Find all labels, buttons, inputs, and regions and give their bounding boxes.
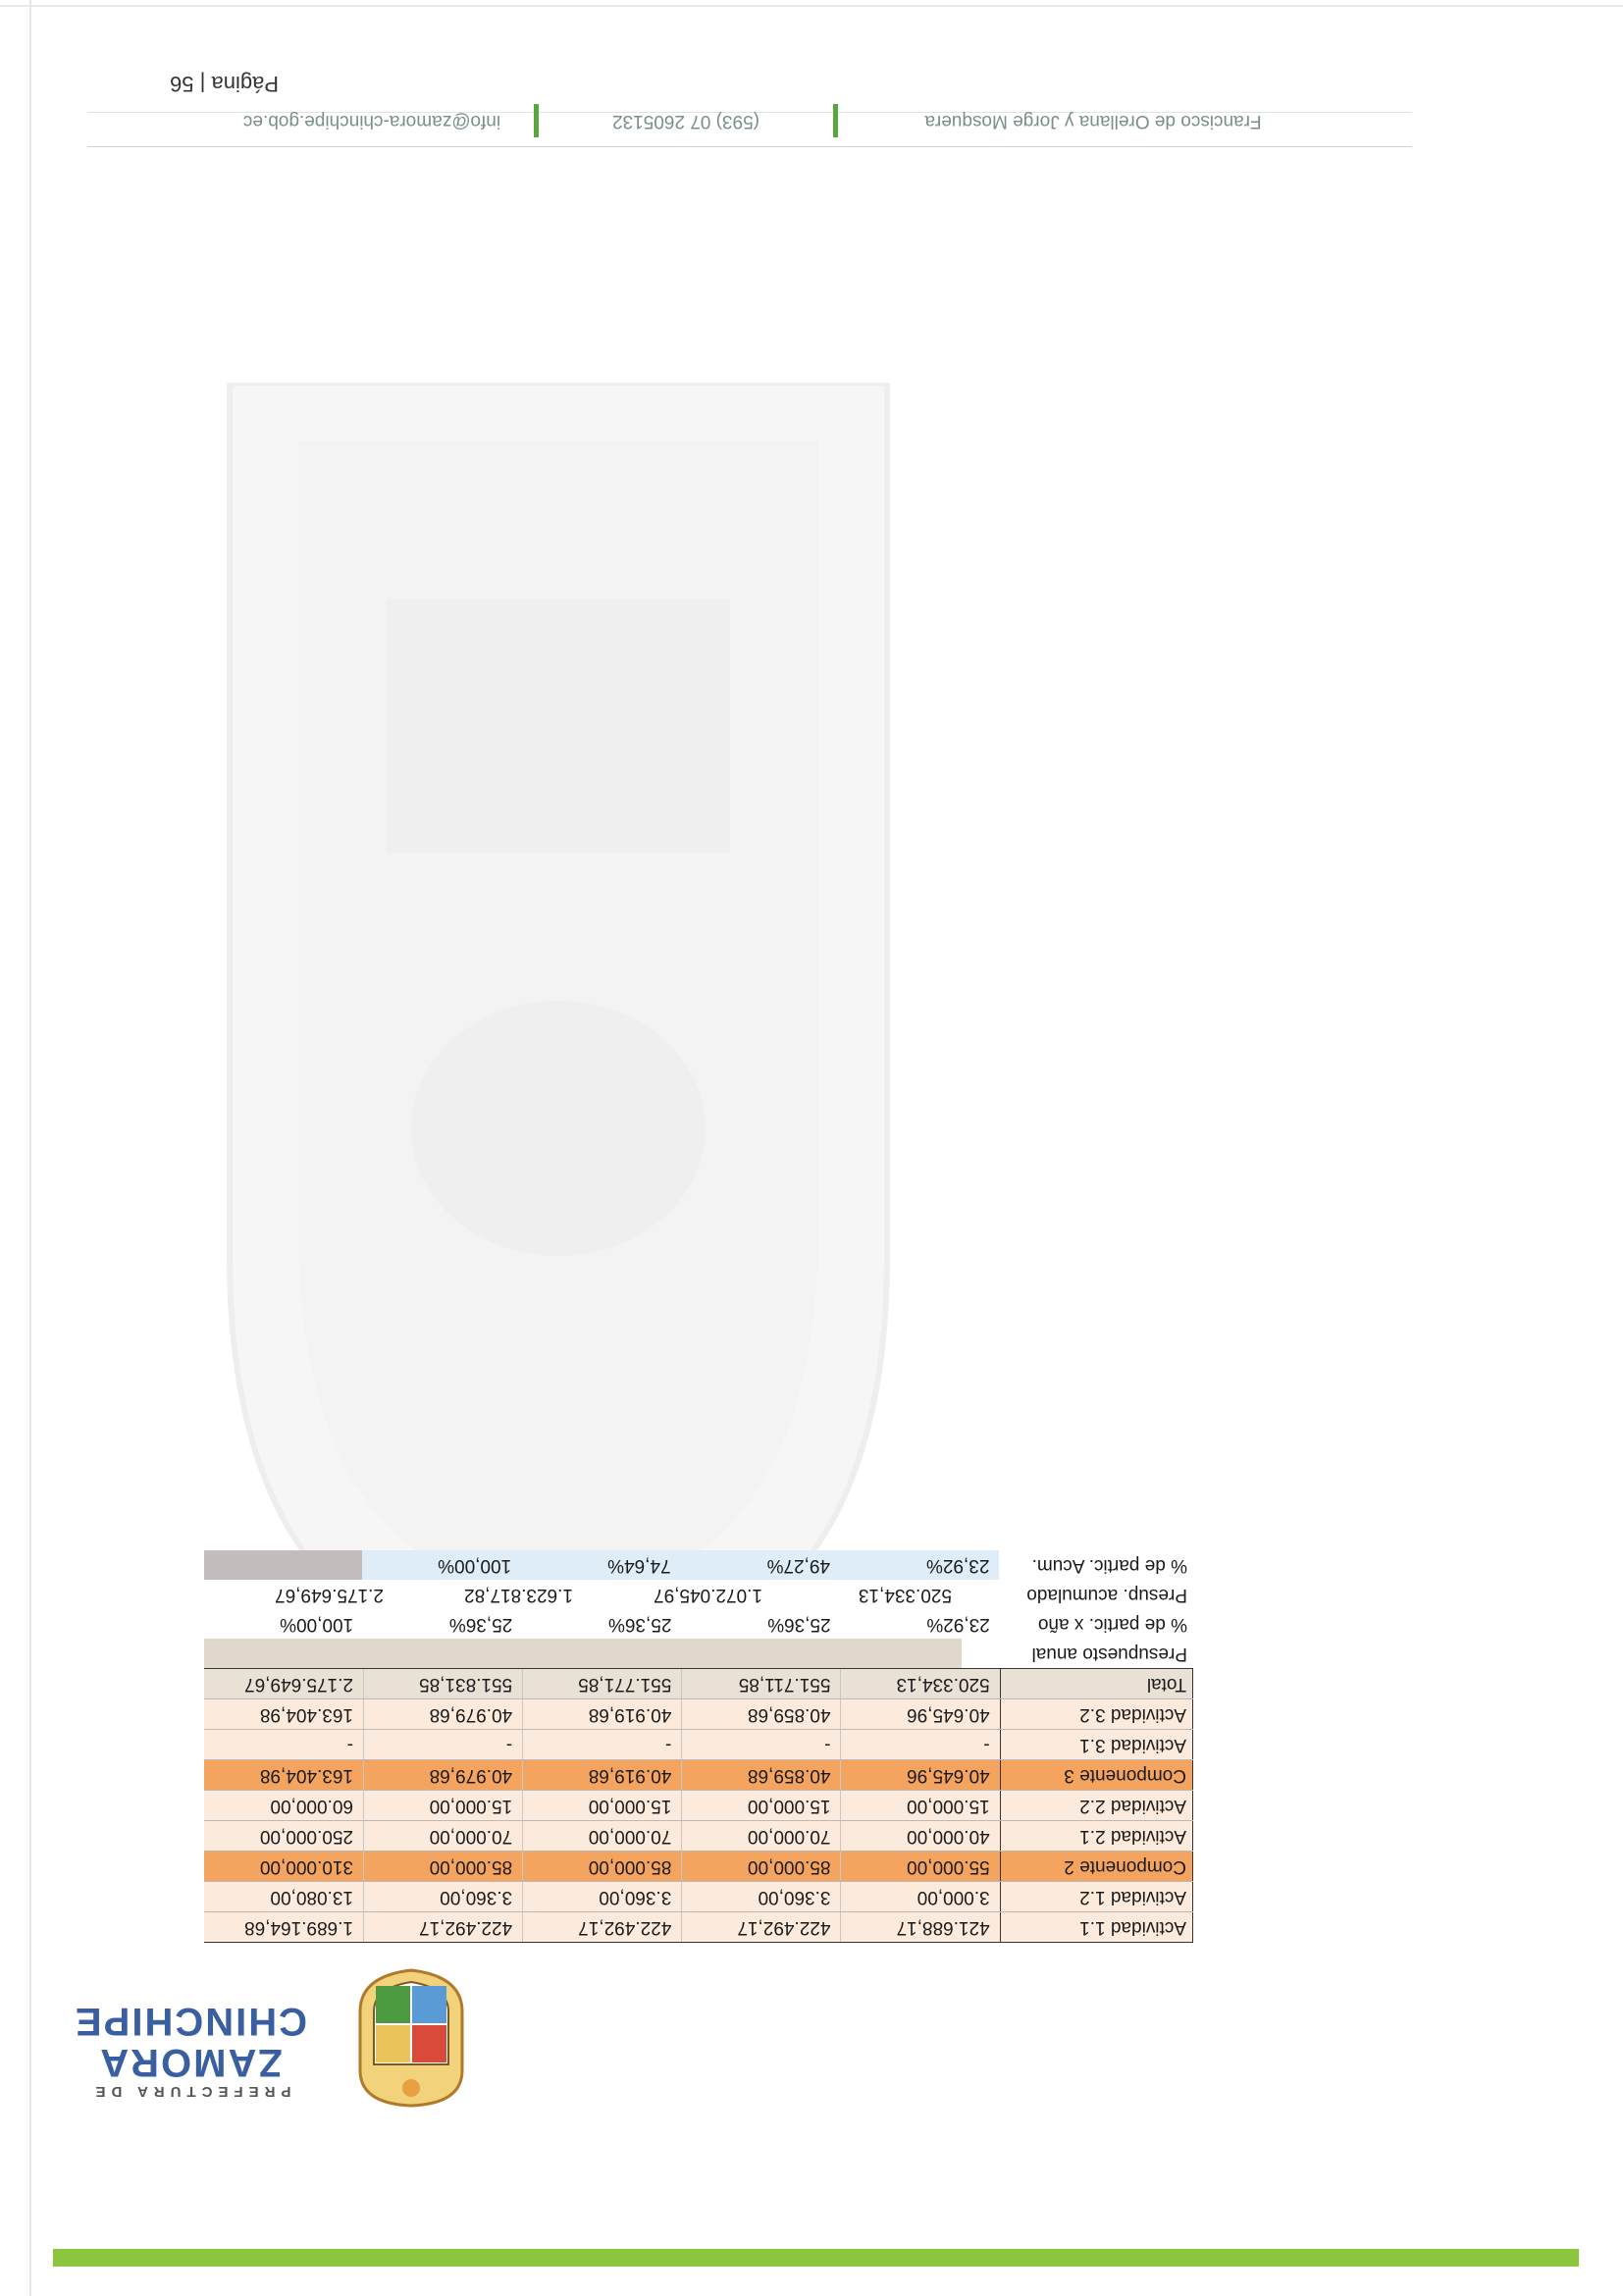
pct-anio-cell: 25,36% bbox=[608, 1614, 672, 1635]
table-cell: 2.175.649,67 bbox=[244, 1674, 354, 1695]
presup-acumulado-cell: 520.334,13 bbox=[858, 1585, 952, 1605]
table-cell: 3.360,00 bbox=[522, 1882, 681, 1911]
table-row bbox=[204, 1881, 1193, 1911]
row-label: Actividad 3.1 bbox=[1000, 1730, 1193, 1759]
row-label: Actividad 3.2 bbox=[1000, 1699, 1193, 1729]
table-row bbox=[204, 1698, 1193, 1729]
footer-separator bbox=[833, 104, 838, 137]
row-label: Actividad 2.2 bbox=[1000, 1791, 1193, 1820]
row-label: Total bbox=[1000, 1669, 1193, 1698]
pct-acum-cell: 74,64% bbox=[521, 1550, 680, 1580]
table-cell: 422.492,17 bbox=[363, 1912, 522, 1942]
row-label: Actividad 2.1 bbox=[1000, 1821, 1193, 1851]
footer-address: Francisco de Orellana y Jorge Mosquera bbox=[924, 111, 1262, 131]
table-row bbox=[204, 1759, 1193, 1790]
table-cell: 163.404,98 bbox=[259, 1765, 354, 1786]
table-cell: 40.979,68 bbox=[363, 1760, 522, 1790]
table-cell: 163.404,98 bbox=[259, 1704, 354, 1725]
footer-separator bbox=[534, 104, 539, 137]
table-cell: 55.000,00 bbox=[840, 1852, 999, 1881]
page-number: Página | 56 bbox=[170, 72, 279, 96]
presupuesto-anual-row bbox=[204, 1639, 1193, 1668]
table-row bbox=[204, 1820, 1193, 1851]
table-cell: 15.000,00 bbox=[840, 1791, 999, 1820]
presup-acumulado-cell: 1.072.045,97 bbox=[654, 1585, 762, 1605]
logo-line-1: ZAMORA bbox=[98, 2041, 283, 2084]
table-row bbox=[204, 1729, 1193, 1759]
footer-phone: (593) 07 2605132 bbox=[612, 111, 760, 131]
scan-edge bbox=[29, 0, 31, 2296]
table-cell: 13.080,00 bbox=[270, 1887, 354, 1907]
row-label: Actividad 1.1 bbox=[1000, 1912, 1193, 1942]
table-cell: 3.360,00 bbox=[363, 1882, 522, 1911]
table-cell: - bbox=[363, 1730, 522, 1759]
pct-acum-cell: 100,00% bbox=[362, 1550, 521, 1580]
pct-anio-cell: 100,00% bbox=[280, 1614, 354, 1635]
table-cell: 15.000,00 bbox=[681, 1791, 840, 1820]
table-cell: 551.831,85 bbox=[363, 1669, 522, 1698]
presup-acumulado-cell: 2.175.649,67 bbox=[275, 1585, 384, 1605]
table-cell: - bbox=[522, 1730, 681, 1759]
pct-acum-cell: 49,27% bbox=[681, 1550, 840, 1580]
table-cell: 70.000,00 bbox=[522, 1821, 681, 1851]
pct-acum-cell: 23,92% bbox=[840, 1550, 999, 1580]
pct-anio-cell: 25,36% bbox=[448, 1614, 513, 1635]
table-cell: 421.688,17 bbox=[840, 1912, 999, 1942]
row-label: Componente 2 bbox=[1000, 1852, 1193, 1881]
table-cell: 85.000,00 bbox=[681, 1852, 840, 1881]
presup-acumulado-cell: 1.623.817,82 bbox=[464, 1585, 573, 1605]
table-cell: 250.000,00 bbox=[259, 1826, 354, 1847]
table-cell: 60.000,00 bbox=[270, 1796, 354, 1816]
table-cell: 40.859,68 bbox=[681, 1699, 840, 1729]
logo-prefix: PREFECTURA DE bbox=[89, 2083, 291, 2100]
table-cell: 40.000,00 bbox=[840, 1821, 999, 1851]
table-cell: - bbox=[840, 1730, 999, 1759]
table-cell: 40.919,68 bbox=[522, 1760, 681, 1790]
prefectura-logo-text bbox=[33, 2001, 347, 2100]
footer-divider bbox=[87, 146, 1412, 147]
pct-anio-cell: 23,92% bbox=[926, 1614, 990, 1635]
scan-edge bbox=[0, 5, 1623, 7]
budget-table bbox=[204, 1550, 1193, 1943]
pct-acum-row bbox=[204, 1550, 1193, 1580]
prefectura-shield-logo bbox=[352, 1967, 470, 2110]
footer-email: info@zamora-chinchipe.gob.ec bbox=[242, 111, 501, 131]
presupuesto-anual-label: Presupuesto anual bbox=[1031, 1644, 1187, 1664]
table-cell: 3.360,00 bbox=[681, 1882, 840, 1911]
table-cell: 551.771,85 bbox=[522, 1669, 681, 1698]
table-cell: 1.689.164,68 bbox=[244, 1917, 354, 1938]
table-cell: - bbox=[681, 1730, 840, 1759]
watermark-crest-icon bbox=[190, 383, 926, 1717]
presupuesto-anual-band bbox=[204, 1639, 962, 1668]
table-row bbox=[204, 1668, 1193, 1698]
table-cell: 40.645,96 bbox=[840, 1760, 999, 1790]
footer-contact bbox=[210, 104, 1348, 137]
table-cell: 85.000,00 bbox=[522, 1852, 681, 1881]
table-cell: 310.000,00 bbox=[259, 1856, 354, 1877]
logo-line-2: CHINCHIPE bbox=[73, 2000, 308, 2043]
table-cell: 70.000,00 bbox=[363, 1821, 522, 1851]
table-cell: 40.919,68 bbox=[522, 1699, 681, 1729]
table-row bbox=[204, 1790, 1193, 1820]
table-row bbox=[204, 1911, 1193, 1943]
pct-acum-blank-cell bbox=[204, 1550, 362, 1580]
table-cell: 40.979,68 bbox=[363, 1699, 522, 1729]
budget-table-body bbox=[204, 1668, 1193, 1943]
table-cell: - bbox=[346, 1735, 354, 1755]
table-cell: 520.334,13 bbox=[840, 1669, 999, 1698]
table-cell: 422.492,17 bbox=[522, 1912, 681, 1942]
table-cell: 40.859,68 bbox=[681, 1760, 840, 1790]
pct-anio-row bbox=[204, 1609, 1193, 1639]
table-row bbox=[204, 1851, 1193, 1881]
row-label: Actividad 1.2 bbox=[1000, 1882, 1193, 1911]
presup-acumulado-label: Presup. acumulado bbox=[1026, 1585, 1187, 1605]
table-cell: 551.711,85 bbox=[681, 1669, 840, 1698]
table-cell: 422.492,17 bbox=[681, 1912, 840, 1942]
table-cell: 15.000,00 bbox=[522, 1791, 681, 1820]
table-cell: 40.645,96 bbox=[840, 1699, 999, 1729]
pct-anio-cell: 25,36% bbox=[767, 1614, 831, 1635]
row-label: Componente 3 bbox=[1000, 1760, 1193, 1790]
header-accent-bar bbox=[53, 2249, 1579, 2267]
pct-acum-label: % de partic. Acum. bbox=[1031, 1555, 1187, 1576]
presup-acumulado-row bbox=[204, 1580, 1193, 1609]
table-cell: 70.000,00 bbox=[681, 1821, 840, 1851]
table-cell: 3.000,00 bbox=[840, 1882, 999, 1911]
table-cell: 15.000,00 bbox=[363, 1791, 522, 1820]
table-cell: 85.000,00 bbox=[363, 1852, 522, 1881]
pct-anio-label: % de partic. x año bbox=[1037, 1614, 1187, 1635]
